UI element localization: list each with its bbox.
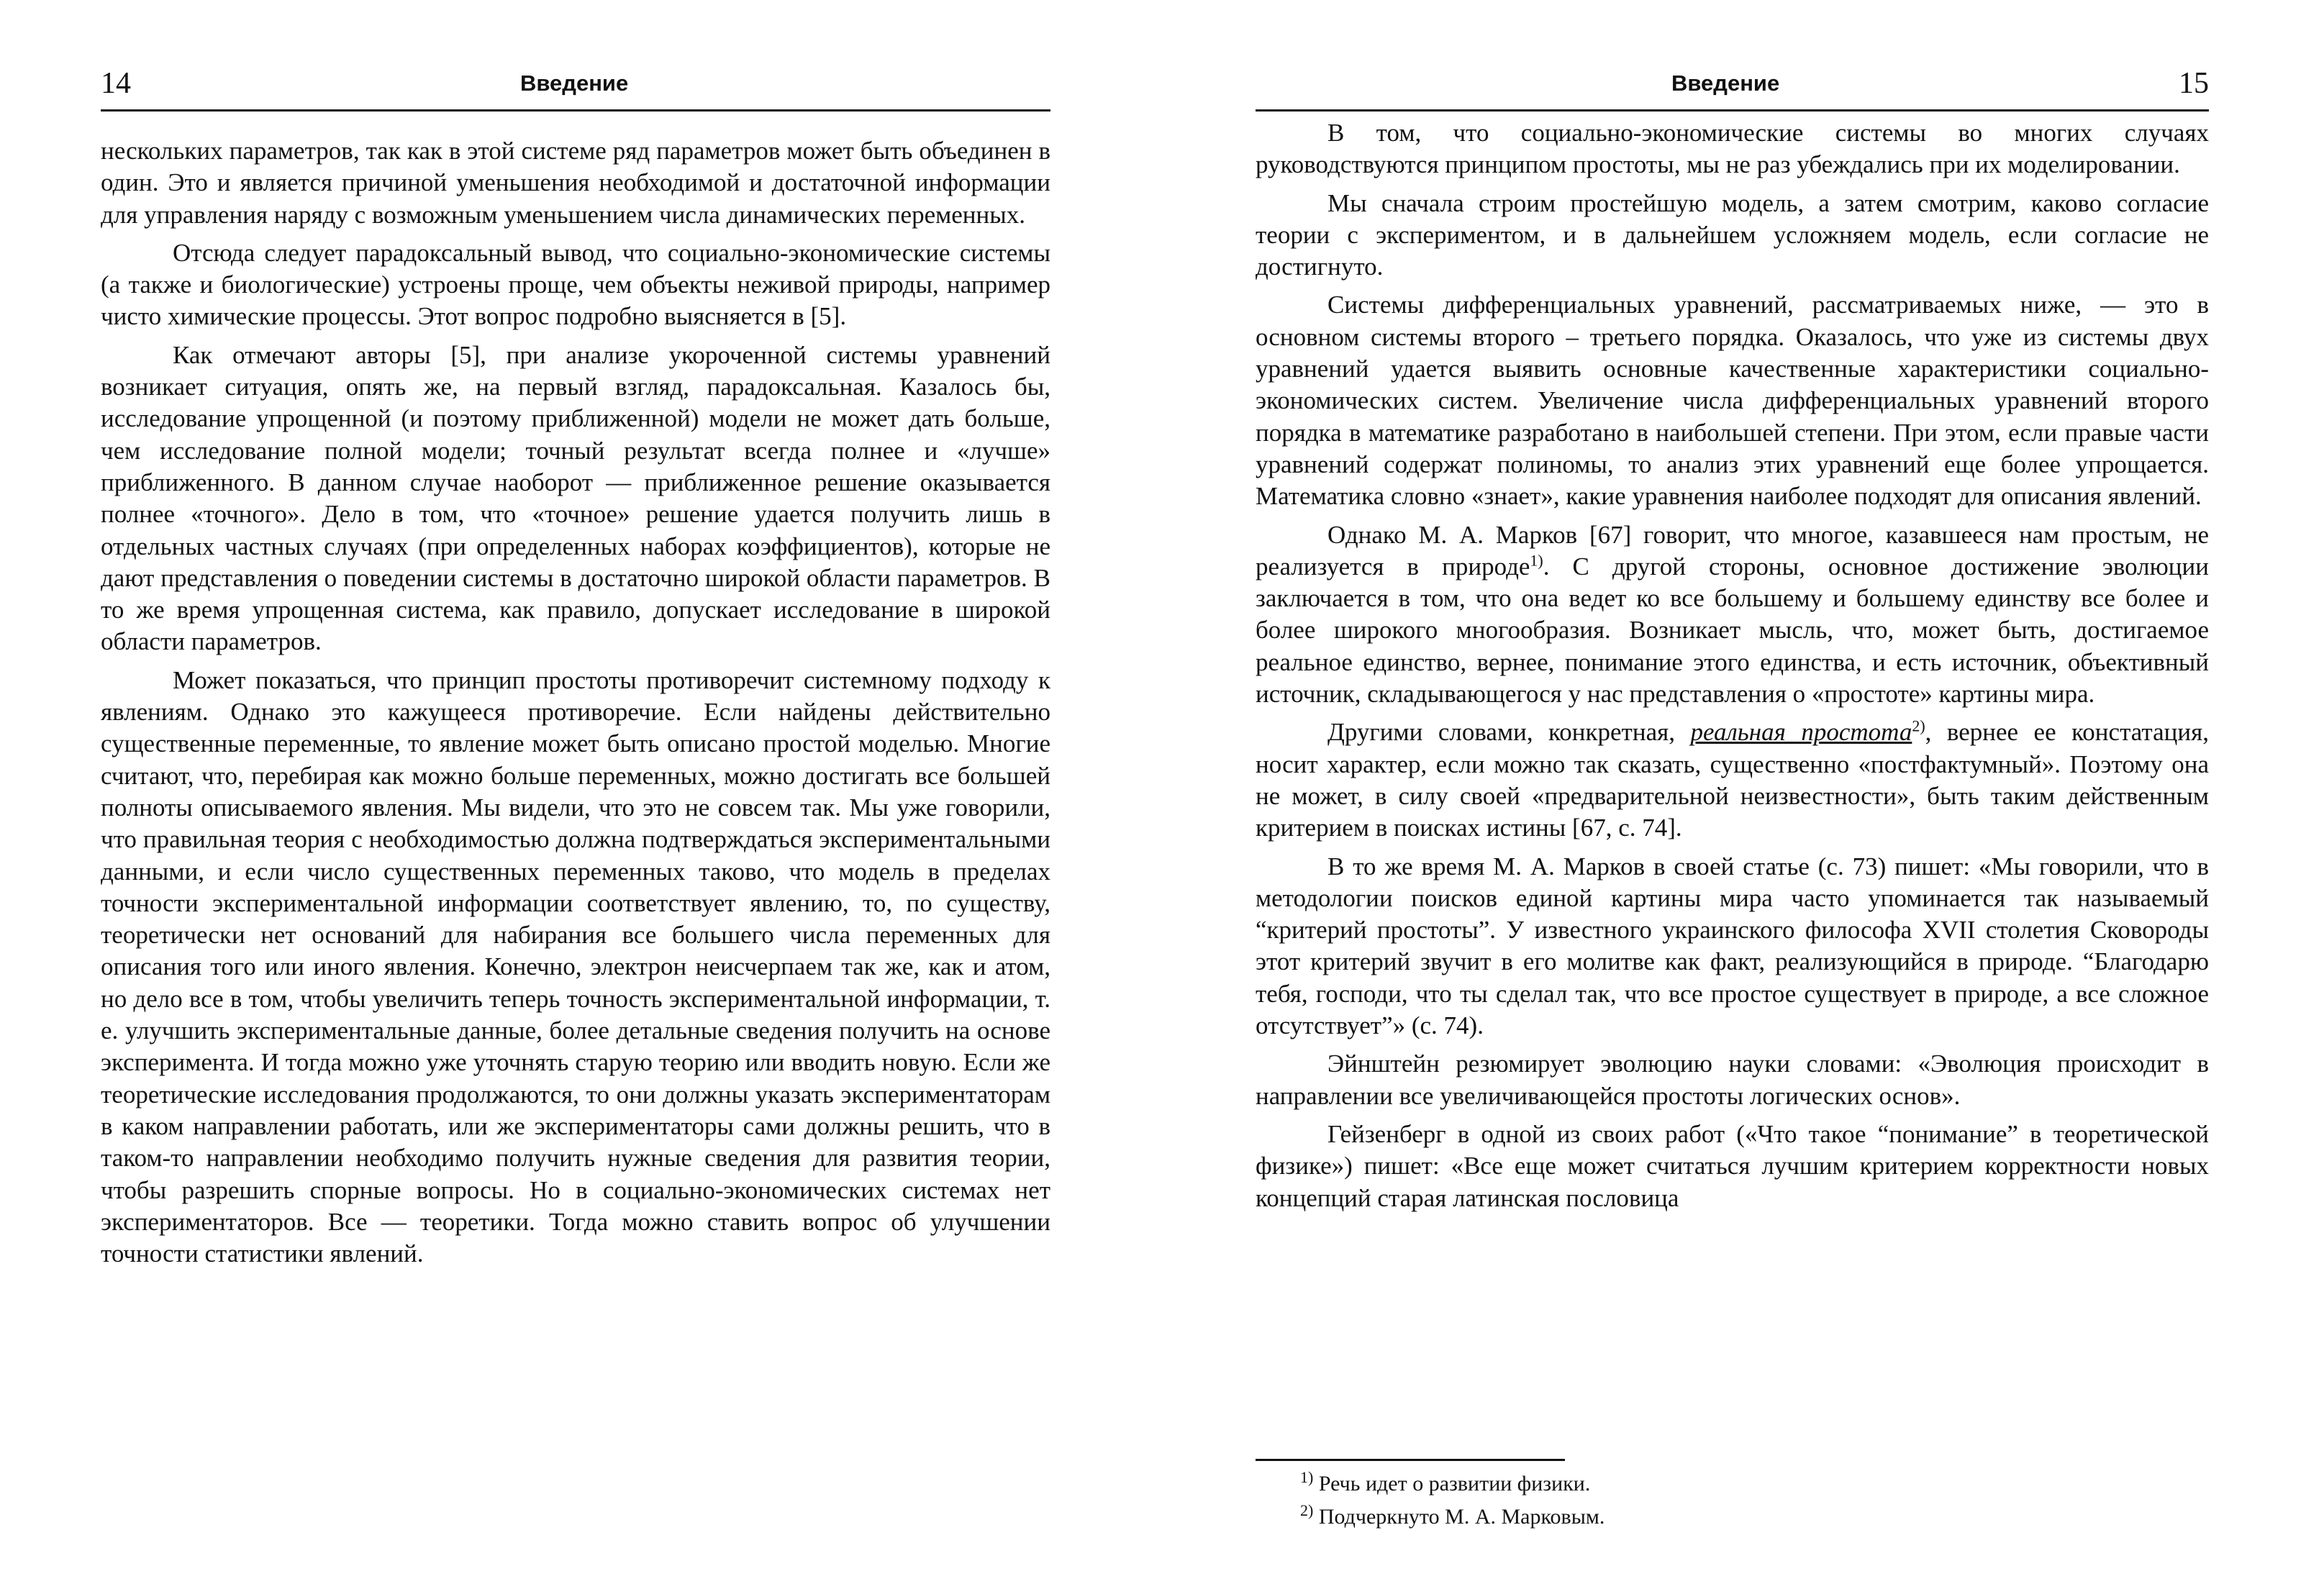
right-paragraph-2: Мы сначала строим простейшую модель, а затем смотрим, каково согласие теории с экспериментом, и в дальнейшем усложняем модель, если согласие не достигнуто. bbox=[1256, 188, 2209, 281]
right-paragraph-5-start: Другими словами, конкретная, bbox=[1327, 718, 1691, 747]
footnote-separator bbox=[1256, 1459, 1565, 1461]
footnote-ref-2: 2) bbox=[1912, 716, 1925, 735]
right-page-body bbox=[1256, 117, 2209, 1221]
running-head-left bbox=[101, 65, 1050, 111]
emphasized-phrase: реальная простота bbox=[1690, 718, 1912, 747]
running-head-right bbox=[1256, 65, 2209, 111]
footnote-2 bbox=[1300, 1501, 2200, 1534]
right-paragraph-4-end: . С другой стороны, основное достижение эволюции заключается в том, что она ведет ко все большему и большему единству все более и более широкого многообразия. Возникает мысль, что, может быть, достигаемое реальное единство, вернее, понимание этого единства, и есть источник, объективный источник, складывающегося у нас представления о «простоте» картины мира. bbox=[1256, 552, 2209, 709]
left-page-body bbox=[101, 135, 1050, 1276]
running-title-right: Введение bbox=[1671, 70, 1780, 96]
running-title-left: Введение bbox=[520, 70, 629, 96]
right-paragraph-1: В том, что социально-экономические системы во многих случаях руководствуются принципом простоты, мы не раз убеждались при их моделировании. bbox=[1256, 119, 2209, 179]
page-number-right: 15 bbox=[2179, 67, 2209, 100]
right-paragraph-5 bbox=[1256, 716, 2209, 844]
footnotes bbox=[1300, 1467, 2200, 1534]
right-paragraph-7: Эйнштейн резюмирует эволюцию науки словами: «Эволюция происходит в направлении все увеличивающейся простоты логических основ». bbox=[1256, 1050, 2209, 1110]
footnote-1 bbox=[1300, 1467, 2200, 1501]
page-number-left: 14 bbox=[101, 67, 131, 100]
footnote-1-text: Речь идет о развитии физики. bbox=[1313, 1472, 1591, 1496]
footnote-1-mark: 1) bbox=[1300, 1468, 1314, 1486]
right-paragraph-4 bbox=[1256, 519, 2209, 711]
right-page bbox=[1256, 0, 2209, 1584]
footnote-2-text: Подчеркнуто М. А. Марковым. bbox=[1313, 1505, 1605, 1529]
left-page bbox=[101, 0, 1050, 1584]
left-paragraph-2: Отсюда следует парадоксальный вывод, что социально-экономические системы (а также и биологические) устроены проще, чем объекты неживой природы, например чисто химические процессы. Этот вопрос подробно выясняется в [5]. bbox=[101, 238, 1050, 331]
right-paragraph-3: Системы дифференциальных уравнений, рассматриваемых ниже, — это в основном системы второго – третьего порядка. Оказалось, что уже из системы двух уравнений удается выявить основные качественные характеристики социально-экономических систем. Увеличение числа дифференциальных уравнений второго порядка в математике разработано в наибольшей степени. При этом, если правые части уравнений содержат полиномы, то анализ этих уравнений еще более упрощается. Математика словно «знает», какие уравнения наиболее подходят для описания явлений. bbox=[1256, 291, 2209, 511]
right-paragraph-5-end: , вернее ее констатация, носит характер, если можно так сказать, существенно «постфактумный». Поэтому она не может, в силу своей «предварительной неизвестности», быть таким действенным критерием в поисках истины [67, с. 74]. bbox=[1256, 718, 2209, 842]
left-paragraph-1: нескольких параметров, так как в этой системе ряд параметров может быть объединен в один. Это и является причиной уменьшения необходимой и достаточной информации для управления наряду с возможным уменьшением числа динамических переменных. bbox=[101, 137, 1050, 229]
left-paragraph-4: Может показаться, что принцип простоты противоречит системному подходу к явлениям. Однако это кажущееся противоречие. Если найдены действительно существенные переменные, то явление может быть описано простой моделью. Многие считают, что, перебирая как можно больше переменных, можно достигать все большей полноты описываемого явления. Мы видели, что это не совсем так. Мы уже говорили, что правильная теория с необходимостью должна подтверждаться экспериментальными данными, и если число существенных переменных таково, что модель в пределах точности экспериментальной информации соответствует явлению, то, по существу, теоретически нет оснований для набирания все большего числа переменных для описания того или иного явления. Конечно, электрон неисчерпаем так же, как и атом, но дело все в том, чтобы увеличить теперь точность экспериментальной информации, т. е. улучшить экспериментальные данные, более детальные сведения получить на основе эксперимента. И тогда можно уже уточнять старую теорию или вводить новую. Если же теоретические исследования продолжаются, то они должны указать экспериментаторам в каком направлении работать, или же экспериментаторы сами должны решить, что в таком-то направлении необходимо получить нужные сведения для развития теории, чтобы разрешить спорные вопросы. Но в социально-экономических системах нет экспериментаторов. Все — теоретики. Тогда можно ставить вопрос об улучшении точности статистики явлений. bbox=[101, 665, 1050, 1268]
left-paragraph-3: Как отмечают авторы [5], при анализе укороченной системы уравнений возникает ситуация, опять же, на первый взгляд, парадоксальная. Казалось бы, исследование упрощенной (и поэтому приближенной) модели не может дать больше, чем исследование полной модели; точный результат всегда полнее и «лучше» приближенного. В данном случае наоборот — приближенное решение оказывается полнее «точного». Дело в том, что «точное» решение удается получить лишь в отдельных частных случаях (при определенных наборах коэффициентов), которые не дают представления о поведении системы в достаточно широкой области параметров. В то же время упрощенная система, как правило, допускает исследование в широкой области параметров. bbox=[101, 340, 1050, 656]
footnote-ref-1: 1) bbox=[1530, 551, 1543, 570]
right-paragraph-8: Гейзенберг в одной из своих работ («Что такое “понимание” в теоретической физике») пишет: «Все еще может считаться лучшим критерием корректности новых концепций старая латинская пословица bbox=[1256, 1119, 2209, 1212]
right-paragraph-6: В то же время М. А. Марков в своей статье (с. 73) пишет: «Мы говорили, что в методологии поисков единой картины мира часто упоминается так называемый “критерий простоты”. У известного украинского философа XVII столетия Сковороды этот критерий звучит в его молитве как факт, реализующийся в природе. “Благодарю тебя, господи, что ты сделал так, что все простое существует в природе, а все сложное отсутствует”» (с. 74). bbox=[1256, 852, 2209, 1040]
right-paragraph-4-start: Однако М. А. Марков [67] говорит, что многое, казавшееся нам простым, не реализуется в природе bbox=[1256, 520, 2209, 581]
footnote-2-mark: 2) bbox=[1300, 1501, 1314, 1519]
